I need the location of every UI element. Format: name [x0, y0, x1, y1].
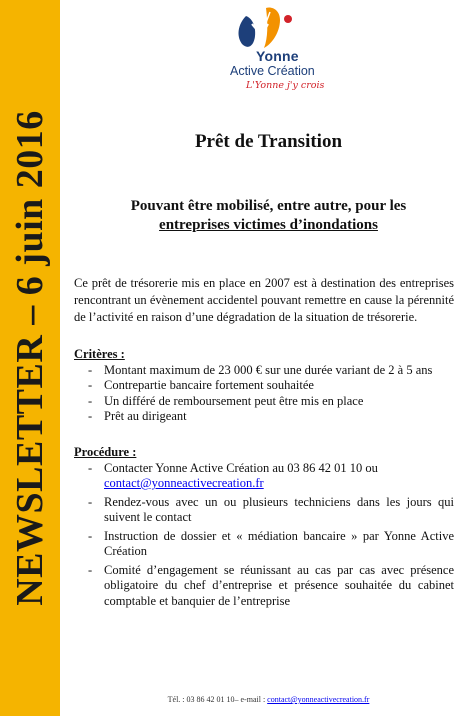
logo-name: Yonne	[256, 48, 299, 64]
newsletter-date-label: NEWSLETTER – 6 juin 2016	[9, 110, 51, 606]
page-subtitle	[72, 197, 465, 235]
list-item: - Montant maximum de 23 000 € sur une durée variant de 2 à 5 ans	[74, 363, 454, 379]
intro-paragraph: Ce prêt de trésorerie mis en place en 2007 est à destination des entreprises rencontrant un évènement accidentel pouvant remettre en cause la pérennité de l’activité en raison d’une dégradation de la situation de trésorerie.	[74, 276, 454, 324]
newsletter-sidebar	[0, 0, 60, 716]
criteres-heading: Critères :	[74, 347, 125, 361]
list-item: - Instruction de dossier et « médiation bancaire » par Yonne Active Création	[74, 529, 454, 560]
procedure-heading: Procédure :	[74, 445, 137, 459]
procedure-section	[74, 445, 454, 612]
procedure-list	[74, 461, 454, 610]
footer-email-link[interactable]: contact@yonneactivecreation.fr	[267, 695, 370, 704]
subtitle-line-1: Pouvant être mobilisé, entre autre, pour les	[130, 198, 407, 214]
list-item: - Rendez-vous avec un ou plusieurs techniciens dans les jours qui suivent le contact	[74, 495, 454, 526]
list-item: - Un différé de remboursement peut être mis en place	[74, 394, 454, 410]
contact-text: Contacter Yonne Active Création au 03 86 42 01 10 ou	[104, 460, 378, 475]
criteres-section	[74, 347, 454, 425]
list-item: - Contrepartie bancaire fortement souhaitée	[74, 378, 454, 394]
contact-email-link[interactable]: contact@yonneactivecreation.fr	[104, 476, 264, 490]
logo-subtitle: Active Création	[230, 64, 315, 78]
list-item: - Prêt au dirigeant	[74, 409, 454, 425]
footer-contact	[72, 695, 465, 704]
criteres-list	[74, 363, 454, 425]
yonne-active-creation-logo	[228, 2, 338, 100]
page-title: Prêt de Transition	[194, 131, 343, 152]
footer-phone-text: Tél. : 03 86 42 01 10– e-mail :	[167, 695, 268, 704]
logo-slogan: L'Yonne j'y crois	[246, 80, 325, 91]
subtitle-line-2: entreprises victimes d’inondations	[159, 217, 378, 233]
list-item	[74, 461, 454, 492]
list-item: - Comité d’engagement se réunissant au cas par cas avec présence obligatoire du chef d’entreprise et présence souhaitée du cabinet comptable et banquier de l’entreprise	[74, 563, 454, 610]
